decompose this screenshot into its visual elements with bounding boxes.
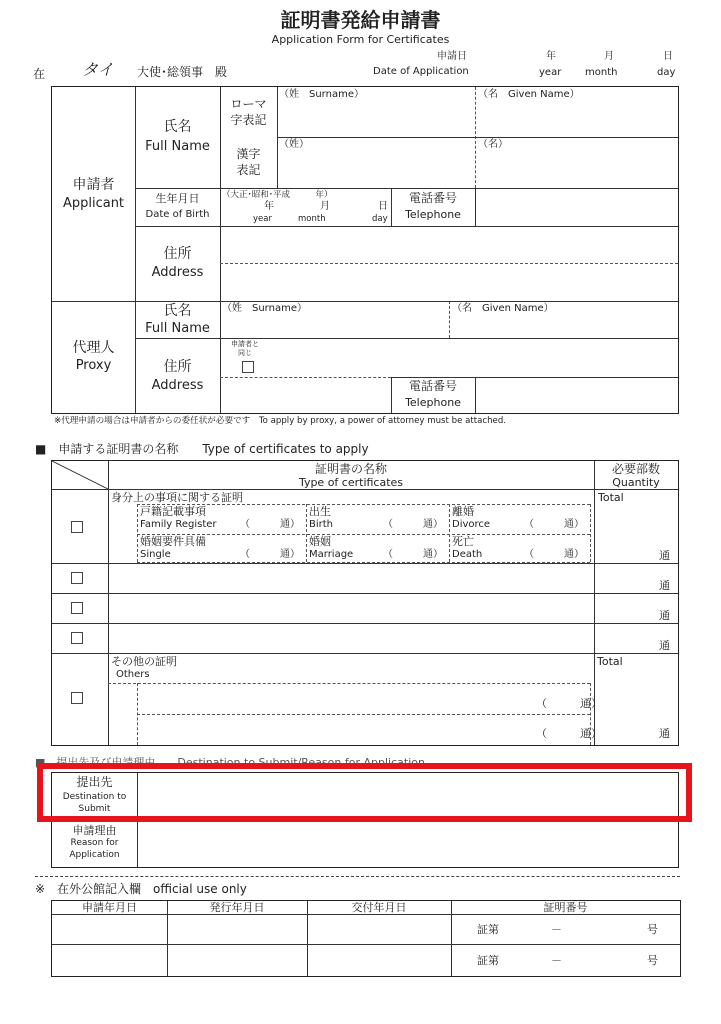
zai-label: 在	[33, 67, 46, 81]
family-qty[interactable]: （ 通）	[240, 519, 300, 530]
divorce-jp: 離婚	[452, 505, 474, 518]
proxy-tel-en: Telephone	[405, 396, 461, 409]
birth-en: Birth	[309, 519, 334, 530]
cert-row-2-checkbox[interactable]	[71, 572, 83, 584]
dob-day-en: day	[372, 214, 388, 224]
header-diagonal	[52, 461, 108, 489]
death-en: Death	[452, 549, 483, 560]
divorce-qty[interactable]: （ 通）	[524, 519, 584, 530]
reason-field[interactable]	[138, 820, 678, 867]
name-label-en: Full Name	[145, 139, 210, 154]
cert-name-jp: 証明書の名称	[314, 462, 387, 476]
proxy-name-en: Full Name	[145, 321, 210, 336]
go-2: 号	[647, 954, 658, 967]
others-total-label: Total	[597, 655, 623, 668]
date-label-jp: 申請日	[437, 51, 467, 62]
tsu-2: 通	[659, 579, 670, 592]
proxy-given-field[interactable]: （名 Given Name）	[452, 303, 554, 314]
applicant-label-en: Applicant	[62, 196, 125, 211]
day-jp: 日	[663, 51, 673, 62]
applicant-label-jp: 申請者	[72, 177, 115, 193]
dash-1: －	[551, 923, 562, 936]
marriage-jp: 婚姻	[309, 535, 331, 548]
others-en: Others	[116, 669, 150, 680]
addr-label-jp: 住所	[163, 246, 192, 262]
dob-label-en: Date of Birth	[145, 209, 210, 220]
month-en: month	[585, 67, 618, 78]
embassy-label: 大使･総領事 殿	[137, 65, 228, 79]
dest-label-en-2: Submit	[78, 804, 111, 814]
tsu-3: 通	[659, 609, 670, 622]
others-qty-1[interactable]: （ 通）	[536, 697, 602, 710]
cert-row-3-field[interactable]	[109, 594, 594, 622]
family-jp: 戸籍記載事項	[140, 505, 206, 518]
single-en: Single	[140, 549, 171, 560]
total-label: Total	[598, 491, 624, 504]
section-type-heading: ■ 申請する証明書の名称 Type of certificates to apply	[35, 442, 369, 456]
highlight-box	[37, 763, 692, 822]
kanji-label-1: 漢字	[236, 147, 261, 161]
family-en: Family Register	[140, 519, 217, 530]
cert-name-en: Type of certificates	[298, 476, 404, 489]
given-romaji-field[interactable]: （名 Given Name）	[478, 89, 580, 100]
proxy-name-jp: 氏名	[163, 303, 192, 319]
marriage-qty[interactable]: （ 通）	[383, 549, 443, 560]
proxy-note: ※代理申請の場合は申請者からの委任状が必要です To apply by proxy, a power of attorney must be attached.	[54, 416, 507, 426]
romaji-label-1: ローマ	[230, 97, 267, 111]
cert-row-2-field[interactable]	[109, 564, 594, 592]
death-jp: 死亡	[452, 535, 474, 548]
dest-label-jp: 提出先	[76, 775, 113, 789]
year-en: year	[539, 67, 562, 78]
month-jp: 月	[604, 51, 614, 62]
qty-jp: 必要部数	[611, 462, 660, 476]
dest-label-en-1: Destination to	[62, 792, 127, 802]
official-col-2: 発行年月日	[209, 901, 265, 914]
proxy-surname-field[interactable]: （姓 Surname）	[222, 303, 307, 314]
tsu-5: 通	[659, 727, 670, 740]
tsu-4: 通	[659, 639, 670, 652]
reason-label-jp: 申請理由	[72, 824, 117, 837]
dob-year-en: year	[253, 214, 272, 224]
proxy-addr-en: Address	[151, 378, 204, 393]
official-col-4: 証明番号	[543, 901, 588, 914]
divorce-en: Divorce	[452, 519, 491, 530]
dob-month-jp: 月	[320, 201, 330, 212]
country-handwritten[interactable]: タイ	[82, 60, 114, 79]
proxy-address-field[interactable]	[262, 339, 678, 376]
go-1: 号	[647, 923, 658, 936]
kanji-label-2: 表記	[236, 163, 261, 177]
same-as-applicant-2: 同じ	[238, 349, 252, 357]
section-official-heading: ※ 在外公館記入欄 official use only	[35, 882, 247, 896]
official-col-3: 交付年月日	[351, 901, 407, 914]
dob-era[interactable]: （大正･昭和･平成 年）	[222, 190, 333, 200]
others-jp: その他の証明	[111, 655, 177, 668]
dob-month-en: month	[298, 214, 326, 224]
dob-year-jp: 年	[264, 201, 274, 212]
applicant-address-field[interactable]	[221, 227, 678, 300]
birth-qty[interactable]: （ 通）	[383, 519, 443, 530]
year-jp: 年	[546, 51, 556, 62]
cert-row-3-checkbox[interactable]	[71, 602, 83, 614]
single-jp: 婚姻要件具備	[140, 535, 206, 548]
cert-row-4-field[interactable]	[109, 624, 594, 652]
dash-2: －	[551, 954, 562, 967]
cert-row-4-checkbox[interactable]	[71, 632, 83, 644]
proxy-addr-jp: 住所	[163, 359, 192, 375]
marriage-en: Marriage	[309, 549, 354, 560]
qty-en: Quantity	[612, 476, 660, 489]
single-qty[interactable]: （ 通）	[240, 549, 300, 560]
reason-label-en-2: Application	[69, 850, 120, 860]
surname-romaji-field[interactable]: （姓 Surname）	[279, 89, 364, 100]
official-col-1: 申請年月日	[82, 901, 137, 914]
shodai-1: 証第	[477, 923, 499, 936]
surname-kanji-field[interactable]: （姓）	[279, 139, 309, 150]
given-kanji-field[interactable]: （名）	[478, 139, 508, 150]
form-subtitle: Application Form for Certificates	[271, 33, 450, 46]
same-as-applicant-1: 申請者と	[231, 340, 259, 348]
others-qty-2[interactable]: （ 通）	[536, 727, 602, 740]
proxy-label-en: Proxy	[75, 358, 112, 373]
section-dest-heading: ■ 提出先及び申請理由 Destination to Submit/Reason for Application	[35, 756, 425, 769]
tsu-1: 通	[659, 549, 670, 562]
dob-day-jp: 日	[378, 201, 388, 212]
addr-label-en: Address	[151, 265, 204, 280]
personal-status-checkbox[interactable]	[71, 521, 83, 533]
others-checkbox[interactable]	[71, 692, 83, 704]
same-as-applicant-checkbox[interactable]	[242, 361, 254, 373]
proxy-tel-jp: 電話番号	[408, 379, 457, 393]
birth-jp: 出生	[309, 505, 331, 518]
tel-label-jp: 電話番号	[408, 191, 457, 205]
others-field-2[interactable]	[139, 716, 589, 744]
date-label-en: Date of Application	[373, 66, 469, 77]
romaji-label-2: 字表記	[230, 113, 267, 127]
proxy-label-jp: 代理人	[72, 340, 115, 356]
personal-status-label: 身分上の事項に関する証明	[111, 491, 243, 504]
name-label-jp: 氏名	[163, 119, 192, 135]
day-en: day	[657, 67, 676, 78]
reason-label-en-1: Reason for	[70, 838, 119, 848]
applicant-telephone-field[interactable]	[476, 189, 678, 225]
shodai-2: 証第	[477, 954, 499, 967]
others-field-1[interactable]	[139, 685, 589, 713]
dob-label-jp: 生年月日	[155, 192, 200, 205]
form-title: 証明書発給申請書	[280, 8, 441, 32]
tel-label-en: Telephone	[405, 208, 461, 221]
death-qty[interactable]: （ 通）	[524, 549, 584, 560]
separator	[35, 876, 680, 877]
proxy-telephone-field[interactable]	[476, 378, 678, 413]
